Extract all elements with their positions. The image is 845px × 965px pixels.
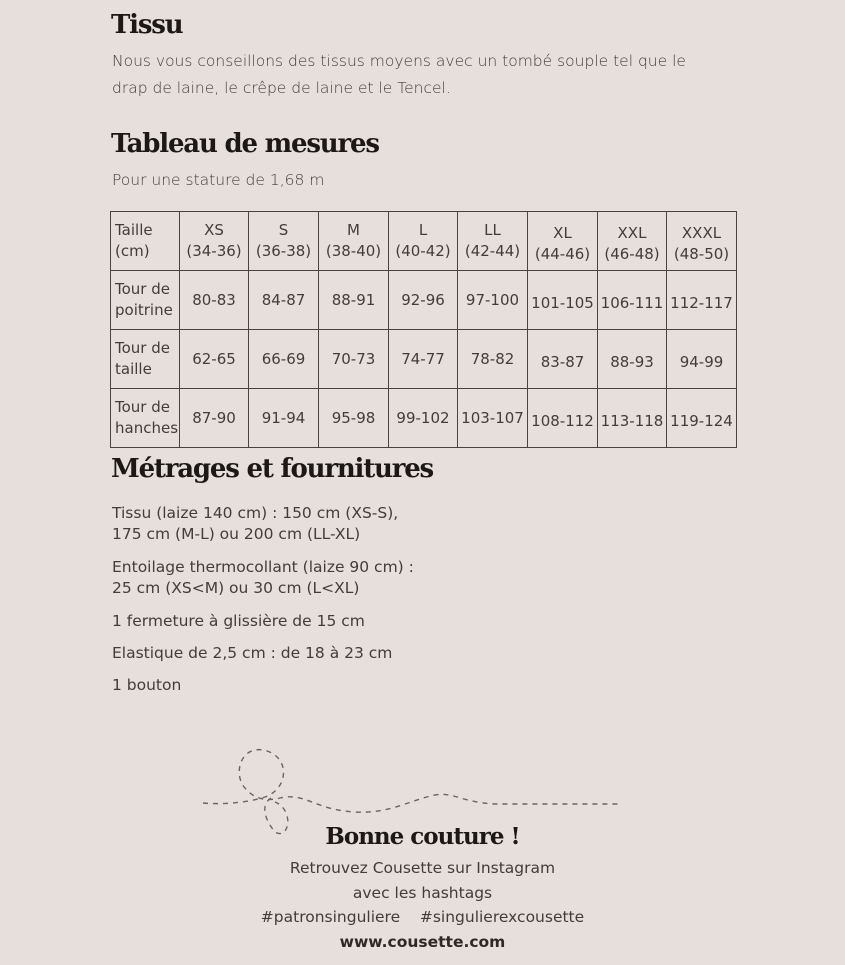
table-cell: 119-124	[667, 389, 737, 448]
table-row-hanches	[111, 389, 737, 448]
header-cell-size: XL (44-46)	[528, 212, 598, 271]
table-cell: 70-73	[319, 330, 389, 389]
supply-item-bouton: 1 bouton	[112, 676, 182, 694]
supply-item-fermeture: 1 fermeture à glissière de 15 cm	[112, 612, 365, 630]
table-cell: 91-94	[249, 389, 319, 448]
table-cell: 108-112	[528, 389, 598, 448]
supply-item-entoilage: Entoilage thermocollant (laize 90 cm) : 25 cm (XS<M) ou 30 cm (L<XL)	[112, 558, 414, 597]
footer-instagram-line: Retrouvez Cousette sur Instagram	[289, 859, 556, 877]
table-cell: 94-99	[667, 330, 737, 389]
table-row-poitrine	[111, 271, 737, 330]
row-label: Tour de poitrine	[111, 271, 180, 330]
header-cell-size: LL (42-44)	[458, 212, 528, 271]
header-cell-size: XS (34-36)	[180, 212, 249, 271]
section-heading-metrages: Métrages et fournitures	[111, 454, 433, 484]
table-cell: 87-90	[180, 389, 249, 448]
row-label: Tour de hanches	[111, 389, 180, 448]
table-cell: 80-83	[180, 271, 249, 330]
table-header-row	[111, 212, 737, 271]
header-cell-taille: Taille (cm)	[111, 212, 180, 271]
tissu-description-line2: drap de laine, le crêpe de laine et le Tencel.	[112, 79, 451, 97]
table-cell: 97-100	[458, 271, 528, 330]
table-cell: 99-102	[389, 389, 458, 448]
header-cell-size: S (36-38)	[249, 212, 319, 271]
table-cell: 83-87	[528, 330, 598, 389]
footer-hashtags-intro: avec les hashtags	[352, 884, 493, 902]
table-cell: 95-98	[319, 389, 389, 448]
supply-item-elastique: Elastique de 2,5 cm : de 18 à 23 cm	[112, 644, 393, 662]
table-row-taille	[111, 330, 737, 389]
table-cell: 106-111	[598, 271, 667, 330]
table-cell: 88-93	[598, 330, 667, 389]
table-cell: 62-65	[180, 330, 249, 389]
footer-title: Bonne couture !	[325, 823, 520, 850]
stature-subtitle: Pour une stature de 1,68 m	[112, 171, 325, 189]
header-cell-size: M (38-40)	[319, 212, 389, 271]
tissu-description	[112, 48, 686, 102]
section-heading-tableau: Tableau de mesures	[111, 129, 379, 159]
table-cell: 103-107	[458, 389, 528, 448]
header-cell-size: XXL (46-48)	[598, 212, 667, 271]
website-link[interactable]: www.cousette.com	[339, 933, 506, 951]
supply-item-tissu: Tissu (laize 140 cm) : 150 cm (XS-S), 175 cm (M-L) ou 200 cm (LL-XL)	[112, 504, 399, 543]
table-cell: 112-117	[667, 271, 737, 330]
table-cell: 74-77	[389, 330, 458, 389]
table-cell: 66-69	[249, 330, 319, 389]
section-heading-tissu: Tissu	[111, 10, 183, 40]
table-cell: 84-87	[249, 271, 319, 330]
hashtag-singulierexcousette[interactable]: #singulierexcousette	[419, 908, 585, 926]
footer-hashtags	[0, 905, 845, 929]
size-chart-table	[110, 211, 737, 448]
row-label: Tour de taille	[111, 330, 180, 389]
header-cell-size: L (40-42)	[389, 212, 458, 271]
table-cell: 113-118	[598, 389, 667, 448]
tissu-description-line1: Nous vous conseillons des tissus moyens avec un tombé souple tel que le	[112, 52, 686, 70]
table-cell: 78-82	[458, 330, 528, 389]
hashtag-patronsinguliere[interactable]: #patronsinguliere	[260, 908, 401, 926]
table-cell: 88-91	[319, 271, 389, 330]
header-cell-size: XXXL (48-50)	[667, 212, 737, 271]
table-cell: 92-96	[389, 271, 458, 330]
table-cell: 101-105	[528, 271, 598, 330]
